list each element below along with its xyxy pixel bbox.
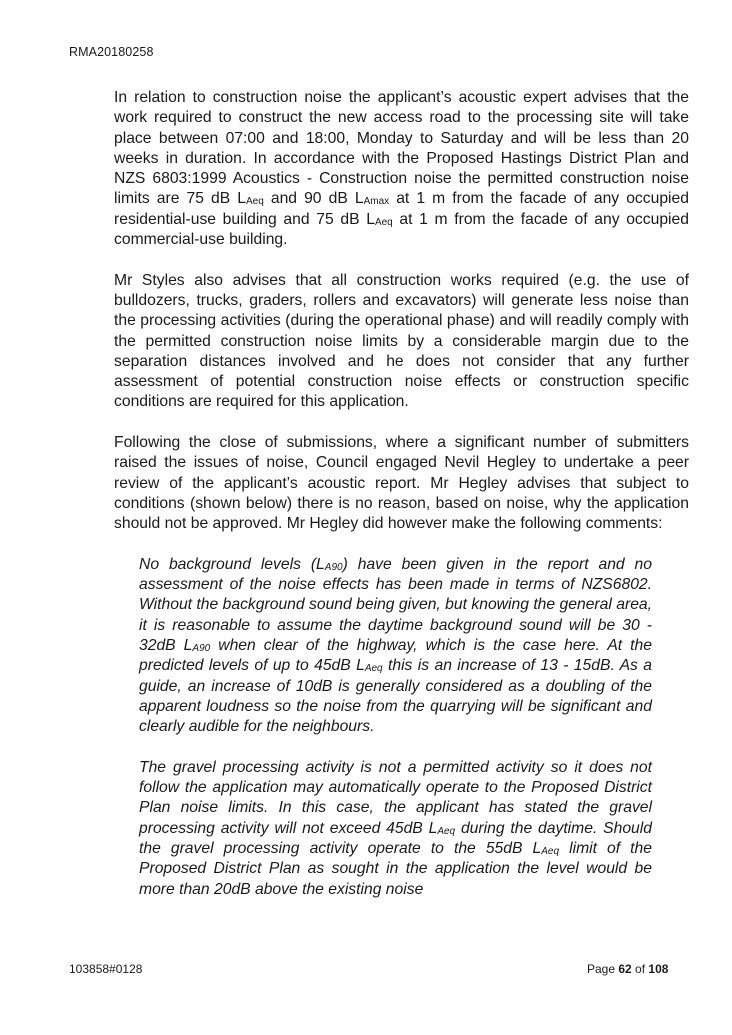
document-reference: RMA20180258 [69,45,154,59]
footer-page-number: Page 62 of 108 [587,962,669,976]
paragraph-construction-noise: In relation to construction noise the applicant’s acoustic expert advises that the work required to construct the new access road to the processing site will take place between 07:00 and 18:00, Monday to Saturday and will be less than 20 weeks in duration. In accordance with the Proposed Hastings District Plan and NZS 6803:1999 Acoustics - Construction noise the permitted construction noise limits are 75 dB LAeq and 90 dB LAmax at 1 m from the facade of any occupied residential-use building and 75 dB LAeq at 1 m from the facade of any occupied commercial-use building. [114,89,689,249]
current-page: 62 [618,962,632,976]
quote-background-levels: No background levels (LA90) have been given in the report and no assessment of the noise effects has been made in terms of NZS6802. Without the background sound being given, but knowing the general area, it is reasonable to assume the daytime background sound will be 30 - 32dB LA90 when clear of the highway, which is the case here. At the predicted levels of up to 45dB LAeq this is an increase of 13 - 15dB. As a guide, an increase of 10dB is generally considered as a doubling of the apparent loudness so the noise from the quarrying will be significant and clearly audible for the neighbours. [139,555,652,736]
total-pages: 108 [648,962,669,976]
footer-document-id: 103858#0128 [69,962,143,976]
document-body [114,88,689,920]
quote-gravel-processing: The gravel processing activity is not a permitted activity so it does not follow the application may automatically operate to the Proposed District Plan noise limits. In this case, the applicant has stated the gravel processing activity will not exceed 45dB LAeq during the daytime. Should the gravel processing activity operate to the 55dB LAeq limit of the Proposed District Plan as sought in the application the level would be more than 20dB above the existing noise [139,758,652,898]
paragraph-peer-review: Following the close of submissions, where a significant number of submitters raised the issues of noise, Council engaged Nevil Hegley to undertake a peer review of the applicant’s acoustic report. Mr Hegley advises that subject to conditions (shown below) there is no reason, based on noise, why the application should not be approved. Mr Hegley did however make the following comments: [114,434,689,533]
paragraph-mr-styles: Mr Styles also advises that all construction works required (e.g. the use of bulldozers, trucks, graders, rollers and excavators) will generate less noise than the processing activities (during the operational phase) and will readily comply with the permitted construction noise limits by a considerable margin due to the separation distances involved and he does not consider that any further assessment of potential construction noise effects or construction specific conditions are required for this application. [114,271,689,411]
